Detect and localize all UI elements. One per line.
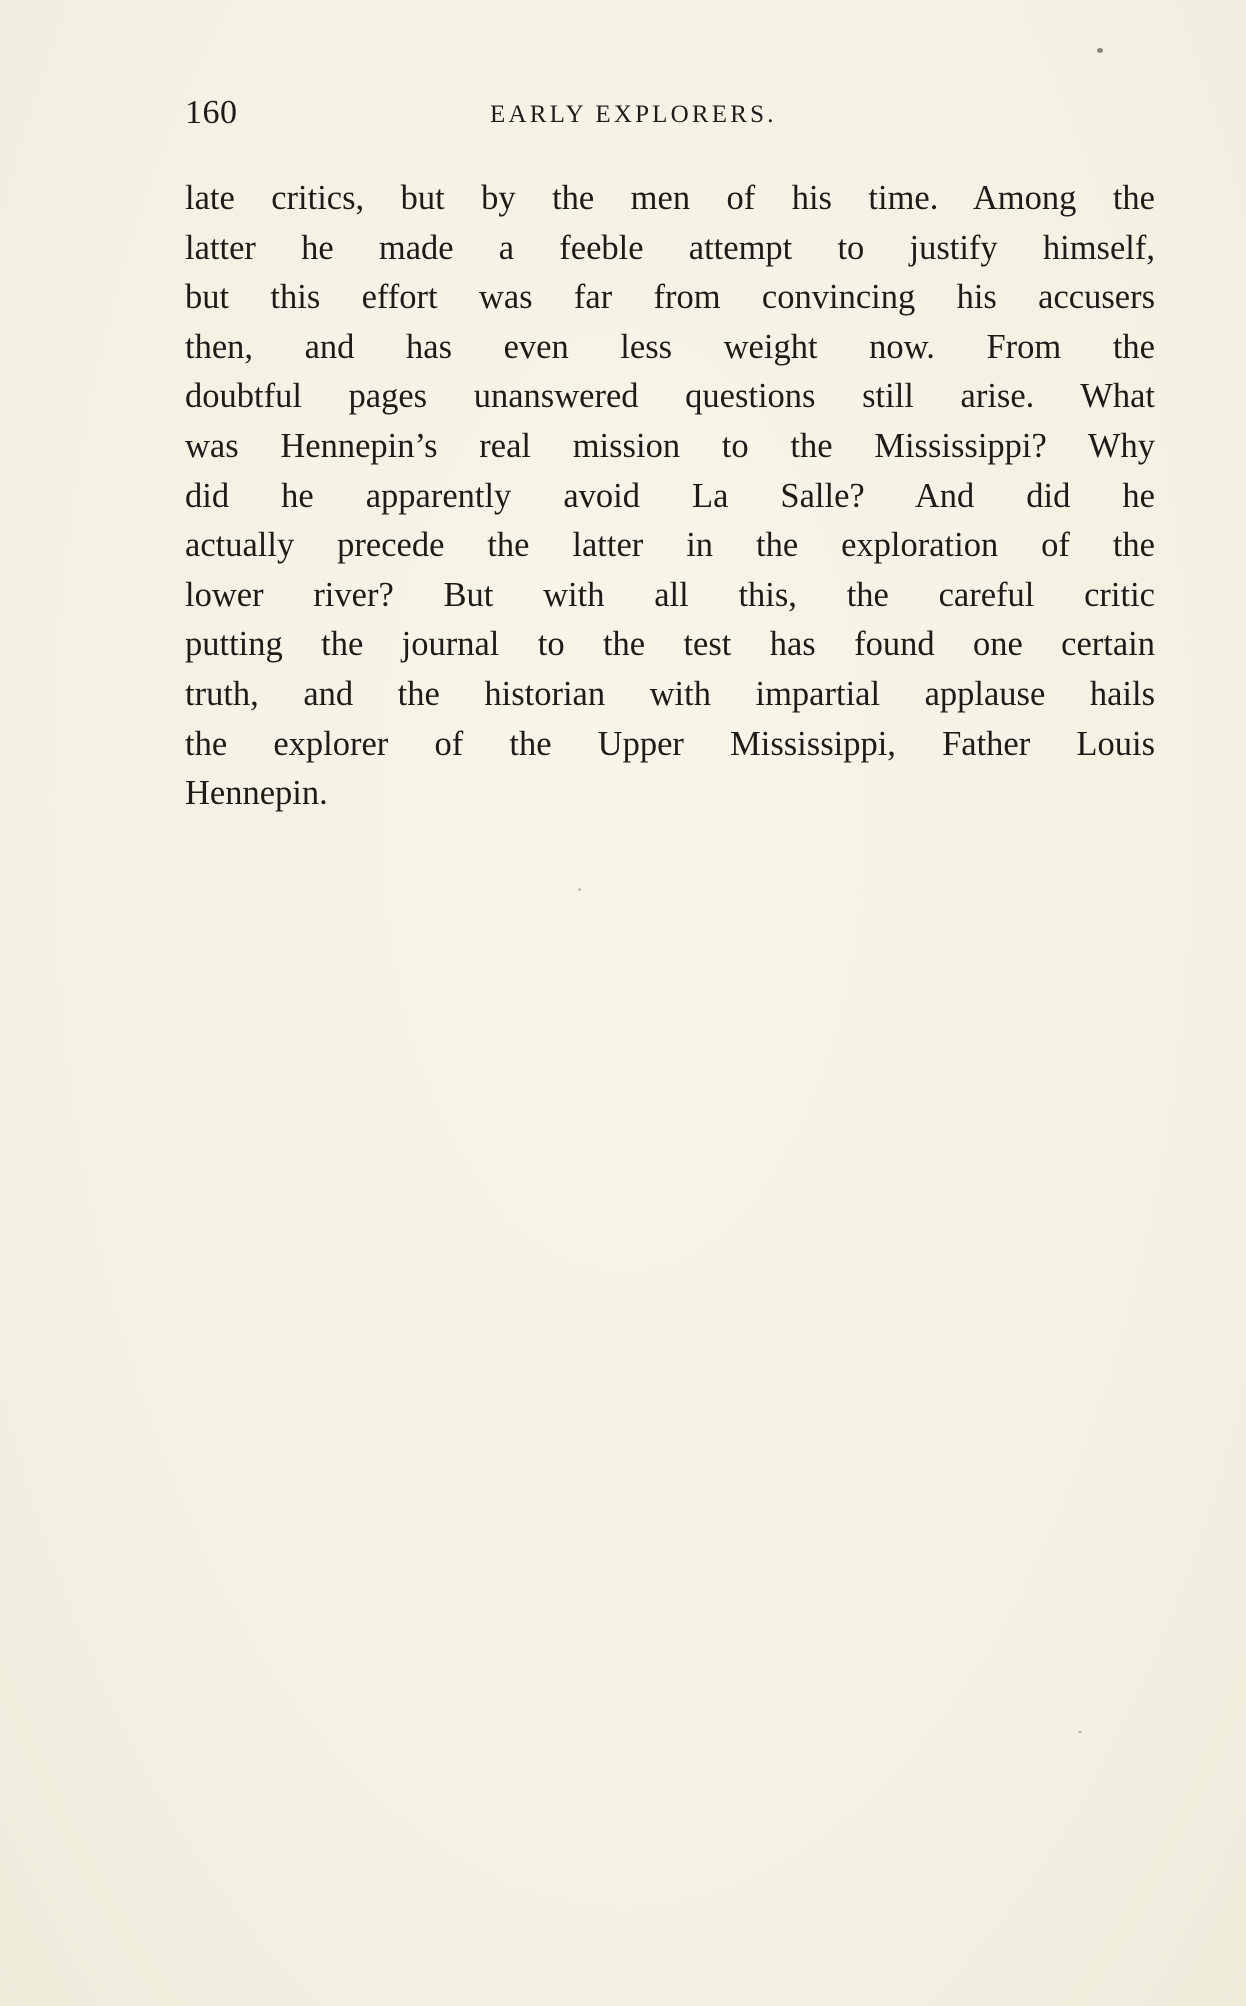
text-line: actually precede the latter in the exploration of the <box>185 526 1155 565</box>
page-number: 160 <box>185 94 238 131</box>
text-line: lower river? But with all this, the careful critic <box>185 575 1155 614</box>
text-line: did he apparently avoid La Salle? And did he <box>185 476 1155 515</box>
paper-speck <box>578 888 581 891</box>
body-paragraph <box>185 174 1155 819</box>
running-head: EARLY EXPLORERS. <box>490 101 777 128</box>
text-line: doubtful pages unanswered questions still arise. What <box>185 377 1155 416</box>
text-line: was Hennepin’s real mission to the Mississippi? Why <box>185 426 1155 465</box>
text-line: truth, and the historian with impartial applause hails <box>185 674 1155 713</box>
text-line: Hennepin. <box>185 774 328 813</box>
text-line: latter he made a feeble attempt to justify himself, <box>185 228 1155 267</box>
text-line: then, and has even less weight now. From the <box>185 327 1155 366</box>
text-line: but this effort was far from convincing his accusers <box>185 278 1155 317</box>
paper-speck <box>1097 48 1103 53</box>
text-line: late critics, but by the men of his time. Among the <box>185 179 1155 217</box>
text-line: putting the journal to the test has found one certain <box>185 625 1155 664</box>
paper-speck <box>1078 1731 1082 1733</box>
page-header <box>185 88 1155 138</box>
text-line: the explorer of the Upper Mississippi, Father Louis <box>185 724 1155 763</box>
